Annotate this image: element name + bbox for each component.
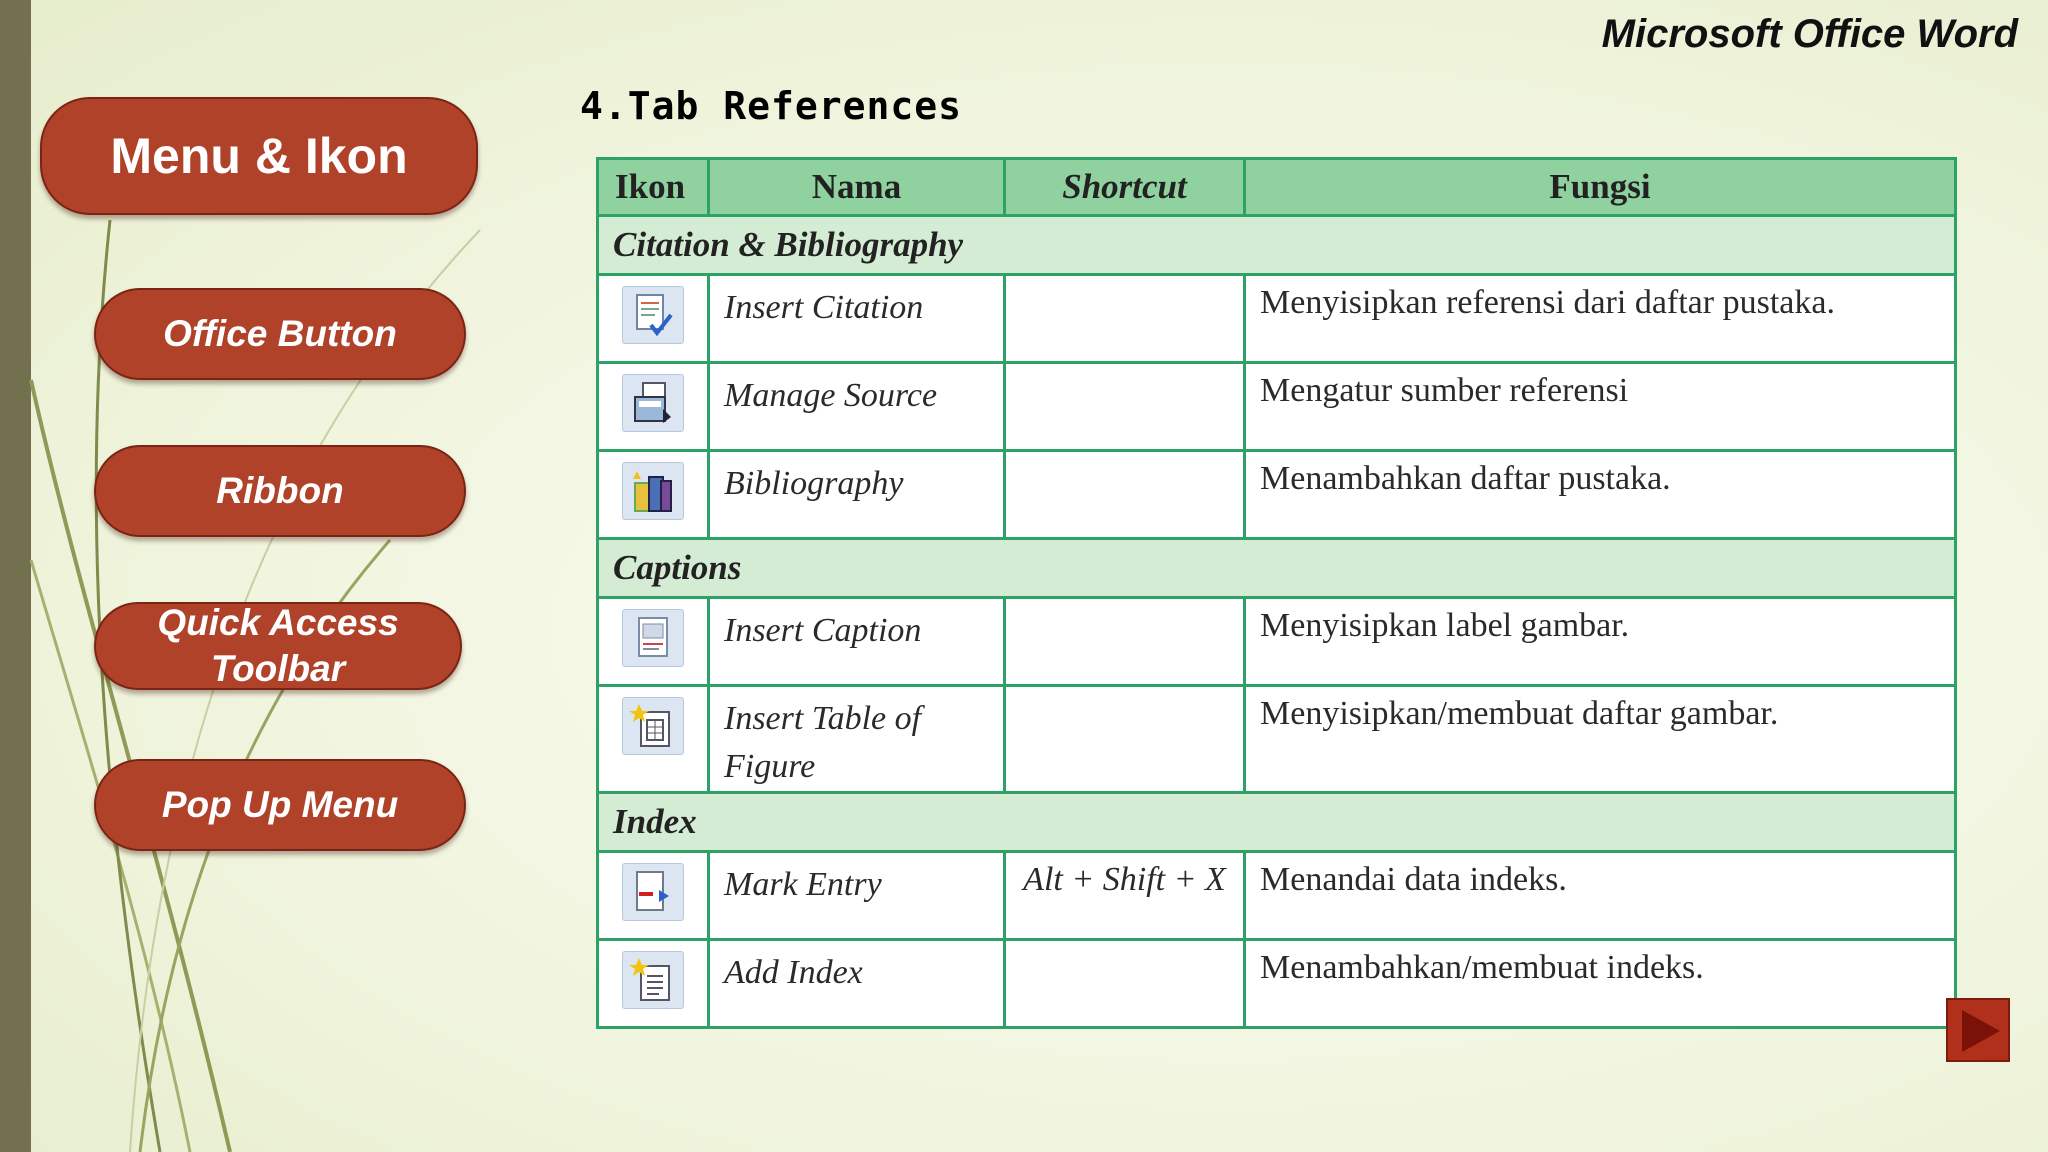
- row-fungsi: Menandai data indeks.: [1245, 852, 1956, 940]
- group-title: Captions: [598, 539, 1956, 598]
- table-row: [598, 363, 1956, 451]
- nav-quick-access-toolbar-button[interactable]: Quick Access Toolbar: [94, 602, 462, 690]
- table-row: [598, 940, 1956, 1028]
- group-row: [598, 539, 1956, 598]
- row-nama: Manage Source: [709, 363, 1005, 451]
- row-fungsi: Menambahkan/membuat indeks.: [1245, 940, 1956, 1028]
- table-row: [598, 275, 1956, 363]
- table-row: [598, 598, 1956, 686]
- row-shortcut: [1005, 598, 1245, 686]
- nav-office-button[interactable]: Office Button: [94, 288, 466, 380]
- row-shortcut: [1005, 940, 1245, 1028]
- play-arrow-icon: [1958, 1008, 2002, 1054]
- app-title: Microsoft Office Word: [1601, 12, 2018, 56]
- row-shortcut: [1005, 275, 1245, 363]
- row-shortcut: [1005, 686, 1245, 793]
- mark-entry-icon: [598, 852, 709, 940]
- table-row: [598, 852, 1956, 940]
- table-header-row: [598, 159, 1956, 216]
- group-title: Citation & Bibliography: [598, 216, 1956, 275]
- nav-menu-ikon-button[interactable]: Menu & Ikon: [40, 97, 478, 215]
- add-index-icon: [598, 940, 709, 1028]
- insert-table-of-figure-icon: [598, 686, 709, 793]
- group-row: [598, 216, 1956, 275]
- bibliography-icon: [598, 451, 709, 539]
- header-nama: Nama: [709, 159, 1005, 216]
- row-nama: Bibliography: [709, 451, 1005, 539]
- row-shortcut: [1005, 363, 1245, 451]
- nav-ribbon-button[interactable]: Ribbon: [94, 445, 466, 537]
- references-table: [596, 157, 1957, 1029]
- insert-caption-icon: [598, 598, 709, 686]
- row-fungsi: Menambahkan daftar pustaka.: [1245, 451, 1956, 539]
- next-slide-button[interactable]: [1946, 998, 2010, 1062]
- group-title: Index: [598, 793, 1956, 852]
- manage-source-icon: [598, 363, 709, 451]
- row-shortcut: [1005, 451, 1245, 539]
- header-shortcut: Shortcut: [1005, 159, 1245, 216]
- row-fungsi: Menyisipkan label gambar.: [1245, 598, 1956, 686]
- nav-pop-up-menu-button[interactable]: Pop Up Menu: [94, 759, 466, 851]
- row-nama: Insert Citation: [709, 275, 1005, 363]
- header-ikon: Ikon: [598, 159, 709, 216]
- table-row: [598, 686, 1956, 793]
- row-fungsi: Mengatur sumber referensi: [1245, 363, 1956, 451]
- row-shortcut: Alt + Shift + X: [1005, 852, 1245, 940]
- row-nama: Add Index: [709, 940, 1005, 1028]
- table-row: [598, 451, 1956, 539]
- row-nama: Mark Entry: [709, 852, 1005, 940]
- row-fungsi: Menyisipkan referensi dari daftar pustaka.: [1245, 275, 1956, 363]
- section-title: 4.Tab References: [580, 84, 963, 128]
- group-row: [598, 793, 1956, 852]
- row-nama: Insert Caption: [709, 598, 1005, 686]
- row-nama: Insert Table of Figure: [709, 686, 1005, 793]
- insert-citation-icon: [598, 275, 709, 363]
- row-fungsi: Menyisipkan/membuat daftar gambar.: [1245, 686, 1956, 793]
- header-fungsi: Fungsi: [1245, 159, 1956, 216]
